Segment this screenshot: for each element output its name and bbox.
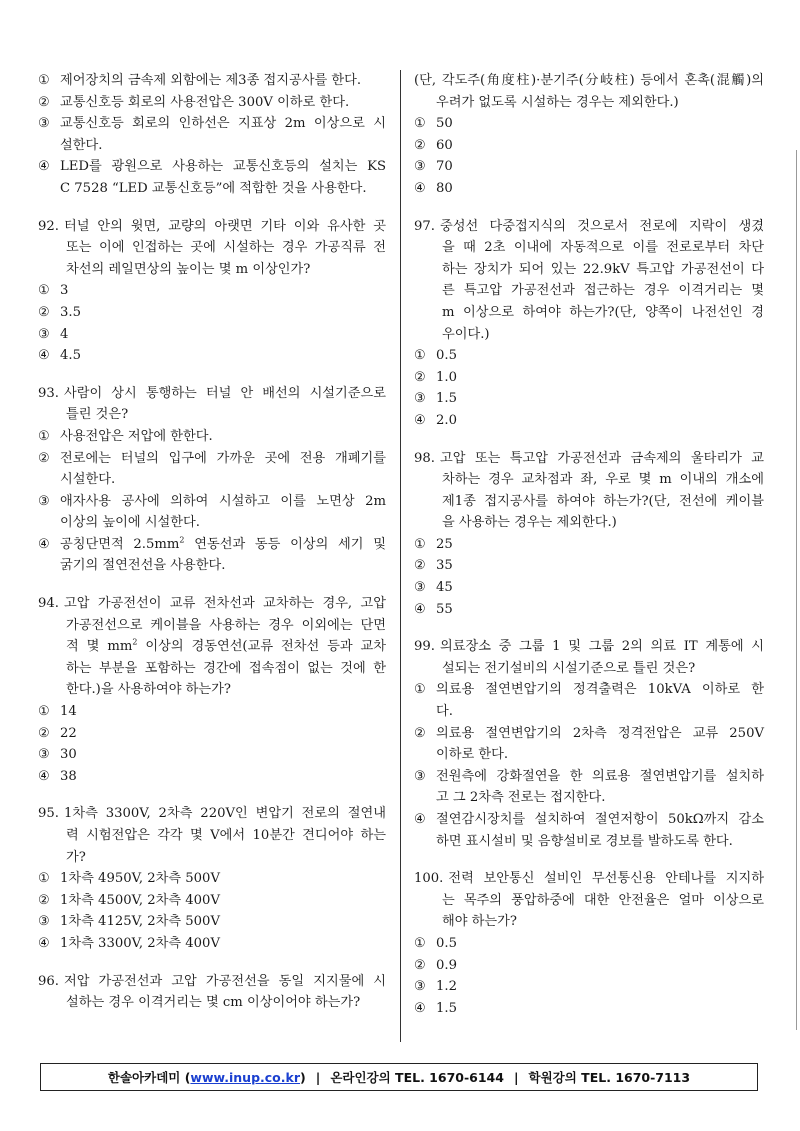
q96-option-2: ② 60: [414, 137, 453, 153]
right-column: [414, 70, 764, 1019]
question-number: 94.: [38, 596, 59, 612]
question-98: 98. 고압 또는 특고압 가공전선과 금속제의 울타리가 교 차하는 경우 교차점과 좌, 우로 몇 m 이내의 개소에 제1종 접지공사를 하여야 하는가?(단, 전선에 케이블 을 사용하는 경우는 제외한다.) ① 25 ② 35 ③ 45 ④ 55: [414, 448, 764, 621]
q94-option-3: ③ 30: [38, 747, 77, 763]
question-number: 97.: [414, 218, 435, 234]
q93-option-2: ② 전로에는 터널의 입구에 가까운 곳에 전용 개폐기를: [38, 450, 386, 466]
q91-option-4: ④ LED를 광원으로 사용하는 교통신호등의 설치는 KS: [38, 159, 386, 175]
q98-stem: 98. 고압 또는 특고압 가공전선과 금속제의 울타리가 교: [414, 448, 764, 470]
q97-option-1: ① 0.5: [414, 348, 457, 364]
q93-option-3: ③ 애자사용 공사에 의하여 시설하고 이를 노면상 2m: [38, 493, 386, 509]
q92-option-2: ② 3.5: [38, 304, 81, 320]
q96-stem: 96. 저압 가공전선과 고압 가공전선을 동일 지지물에 시: [38, 971, 386, 993]
q98-option-1: ① 25: [414, 536, 453, 552]
q93-stem: 93. 사람이 상시 통행하는 터널 안 배선의 시설기준으로: [38, 383, 386, 405]
q94-stem: 94. 고압 가공전선이 교류 전차선과 교차하는 경우, 고압: [38, 593, 386, 615]
q99-option-2: ② 의료용 절연변압기의 2차측 정격전압은 교류 250V: [414, 725, 764, 741]
question-number: 99.: [414, 639, 435, 655]
q100-option-1: ① 0.5: [414, 935, 457, 951]
q94-option-1: ① 14: [38, 704, 77, 720]
q94-option-4: ④ 38: [38, 768, 77, 784]
q99-option-4: ④ 절연감시장치를 설치하여 절연저항이 50kΩ까지 감소: [414, 812, 764, 827]
q98-option-2: ② 35: [414, 558, 453, 574]
q92-option-3: ③ 4: [38, 326, 69, 342]
footer-online-phone: 온라인강의 TEL. 1670-6144: [330, 1070, 504, 1085]
footer-separator: |: [513, 1069, 519, 1085]
q91-option-1: ① 제어장치의 금속제 외함에는 제3종 접지공사를 한다.: [38, 73, 362, 88]
footer-website-link[interactable]: www.inup.co.kr: [190, 1069, 301, 1085]
q100-option-2: ② 0.9: [414, 957, 457, 973]
column-divider: [400, 70, 401, 1042]
q95-option-2: ② 1차측 4500V, 2차측 400V: [38, 892, 220, 908]
question-94: 94. 고압 가공전선이 교류 전차선과 교차하는 경우, 고압 가공전선으로 케이블을 사용하는 경우 이외에는 단면 적 몇 $mm^2$ 이상의 경동연선(교류 전차선 등과 교차 하는 부분을 포함하는 경간에 접속점이 없는 것에 한 한다.)을 사용하여야 하는가? ① 14 ② 22 ③ 30 ④ 38: [38, 593, 386, 787]
q96-option-3: ③ 70: [414, 159, 453, 175]
q97-option-3: ③ 1.5: [414, 391, 457, 407]
q98-option-3: ③ 45: [414, 580, 453, 596]
question-number: 98.: [414, 450, 435, 466]
q100-option-4: ④ 1.5: [414, 1000, 457, 1016]
question-96-cont: (단, 각도주(角度柱)·분기주(分岐柱) 등에서 혼촉(混觸)의 우려가 없도록 시설하는 경우는 제외한다.) ① 50 ② 60 ③ 70 ④ 80: [414, 70, 764, 200]
q93-option-4: ④ 공칭단면적 $2.5mm^2$ 연동선과 동등 이상의 세기 및: [38, 535, 386, 552]
q96-option-4: ④ 80: [414, 180, 453, 196]
page-edge-line: [796, 150, 797, 1030]
q91-option-2: ② 교통신호등 회로의 사용전압은 300V 이하로 한다.: [38, 94, 350, 110]
q97-option-4: ④ 2.0: [414, 412, 457, 428]
footer-brand: 한솔아카데미 (: [107, 1070, 191, 1085]
question-99: 99. 의료장소 중 그룹 1 및 그룹 2의 의료 IT 계통에 시 설되는 전기설비의 시설기준으로 틀린 것은? ① 의료용 절연변압기의 정격출력은 10kVA 이하로 한 다. ② 의료용 절연변압기의 2차측 정격전압은 교류 250V 이하로 한다. ③ 전원측에 강화절연을 한 의료용 절연변압기를 설치하 고 그 2차측 전로는 접지한다. ④ 절연감시장치를 설치하여 절연저항이 50kΩ까지 감소 하면 표시설비 및 음향설비로 경보를 발하도록 한다.: [414, 636, 764, 852]
q92-option-4: ④ 4.5: [38, 348, 81, 364]
question-number: 100.: [414, 871, 444, 887]
question-92: 92. 터널 안의 윗면, 교량의 아랫면 기타 이와 유사한 곳 또는 이에 인접하는 곳에 시설하는 경우 가공직류 전 차선의 레일면상의 높이는 몇 m 이상인가? ① 3 ② 3.5 ③ 4 ④ 4.5: [38, 216, 386, 367]
question-96: 96. 저압 가공전선과 고압 가공전선을 동일 지지물에 시 설하는 경우 이격거리는 몇 cm 이상이어야 하는가?: [38, 971, 386, 1014]
question-number: 95.: [38, 806, 59, 822]
q99-option-3: ③ 전원측에 강화절연을 한 의료용 절연변압기를 설치하: [414, 768, 764, 784]
question-95: 95. 1차측 3300V, 2차측 220V인 변압기 전로의 절연내 력 시험전압은 각각 몇 V에서 10분간 견디어야 하는 가? ① 1차측 4950V, 2차측 500V ② 1차측 4500V, 2차측 400V ③ 1차측 4125V, 2차측 500V ④ 1차측 3300V, 2차측 400V: [38, 803, 386, 954]
footer-academy-phone: 학원강의 TEL. 1670-7113: [528, 1070, 691, 1085]
question-100: 100. 전력 보안통신 설비인 무선통신용 안테나를 지지하 는 목주의 풍압하중에 대한 안전율은 얼마 이상으로 해야 하는가? ① 0.5 ② 0.9 ③ 1.2 ④ 1.5: [414, 868, 764, 1019]
q91-option-4-cont: C 7528 “LED 교통신호등”에 적합한 것을 사용한다.: [60, 180, 367, 196]
question-number: 92.: [38, 218, 59, 234]
footer-bar: 한솔아카데미 ( www.inup.co.kr ) | 온라인강의 TEL. 1670-6144 | 학원강의 TEL. 1670-7113: [40, 1063, 758, 1091]
q100-option-3: ③ 1.2: [414, 979, 457, 995]
q92-option-1: ① 3: [38, 283, 69, 299]
q97-option-2: ② 1.0: [414, 369, 457, 385]
q94-option-2: ② 22: [38, 725, 77, 741]
q95-option-3: ③ 1차측 4125V, 2차측 500V: [38, 914, 220, 930]
q95-option-1: ① 1차측 4950V, 2차측 500V: [38, 871, 220, 887]
q95-option-4: ④ 1차측 3300V, 2차측 400V: [38, 935, 220, 951]
q91-option-3-cont: 설한다.: [60, 137, 103, 153]
q91-options: [38, 70, 386, 200]
footer-separator: |: [315, 1069, 321, 1085]
q98-option-4: ④ 55: [414, 601, 453, 617]
q91-option-3: ③ 교통신호등 회로의 인하선은 지표상 2m 이상으로 시: [38, 116, 386, 132]
q97-stem: 97. 중성선 다중접지식의 것으로서 전로에 지락이 생겼: [414, 216, 764, 238]
q95-stem: 95. 1차측 3300V, 2차측 220V인 변압기 전로의 절연내: [38, 803, 386, 825]
q100-stem: 100. 전력 보안통신 설비인 무선통신용 안테나를 지지하: [414, 868, 764, 890]
q99-option-1: ① 의료용 절연변압기의 정격출력은 10kVA 이하로 한: [414, 682, 764, 698]
question-number: 93.: [38, 385, 59, 401]
q96-option-1: ① 50: [414, 116, 453, 132]
question-93: 93. 사람이 상시 통행하는 터널 안 배선의 시설기준으로 틀린 것은? ① 사용전압은 저압에 한한다. ② 전로에는 터널의 입구에 가까운 곳에 전용 개폐기를 시설한다. ③ 애자사용 공사에 의하여 시설하고 이를 노면상 2m 이상의 높이에 시설한다. ④ 공칭단면적 $2.5mm^2$ 연동선과 동등 이상의 세기 및 굵기의 절연전선을 사용한다.: [38, 383, 386, 577]
question-number: 96.: [38, 973, 59, 989]
q99-stem: 99. 의료장소 중 그룹 1 및 그룹 2의 의료 IT 계통에 시: [414, 636, 764, 658]
q93-option-1: ① 사용전압은 저압에 한한다.: [38, 428, 213, 444]
left-column: [38, 70, 386, 1014]
q92-stem: 92. 터널 안의 윗면, 교량의 아랫면 기타 이와 유사한 곳: [38, 216, 386, 238]
question-97: 97. 중성선 다중접지식의 것으로서 전로에 지락이 생겼 을 때 2초 이내에 자동적으로 이를 전로로부터 차단 하는 장치가 되어 있는 22.9kV 특고압 가공전선이 다 른 특고압 가공전선과 접근하는 경우 이격거리는 몇 m 이상으로 하여야 하는가?(단, 양쪽이 나전선인 경 우이다.) ① 0.5 ② 1.0 ③ 1.5 ④ 2.0: [414, 216, 764, 432]
